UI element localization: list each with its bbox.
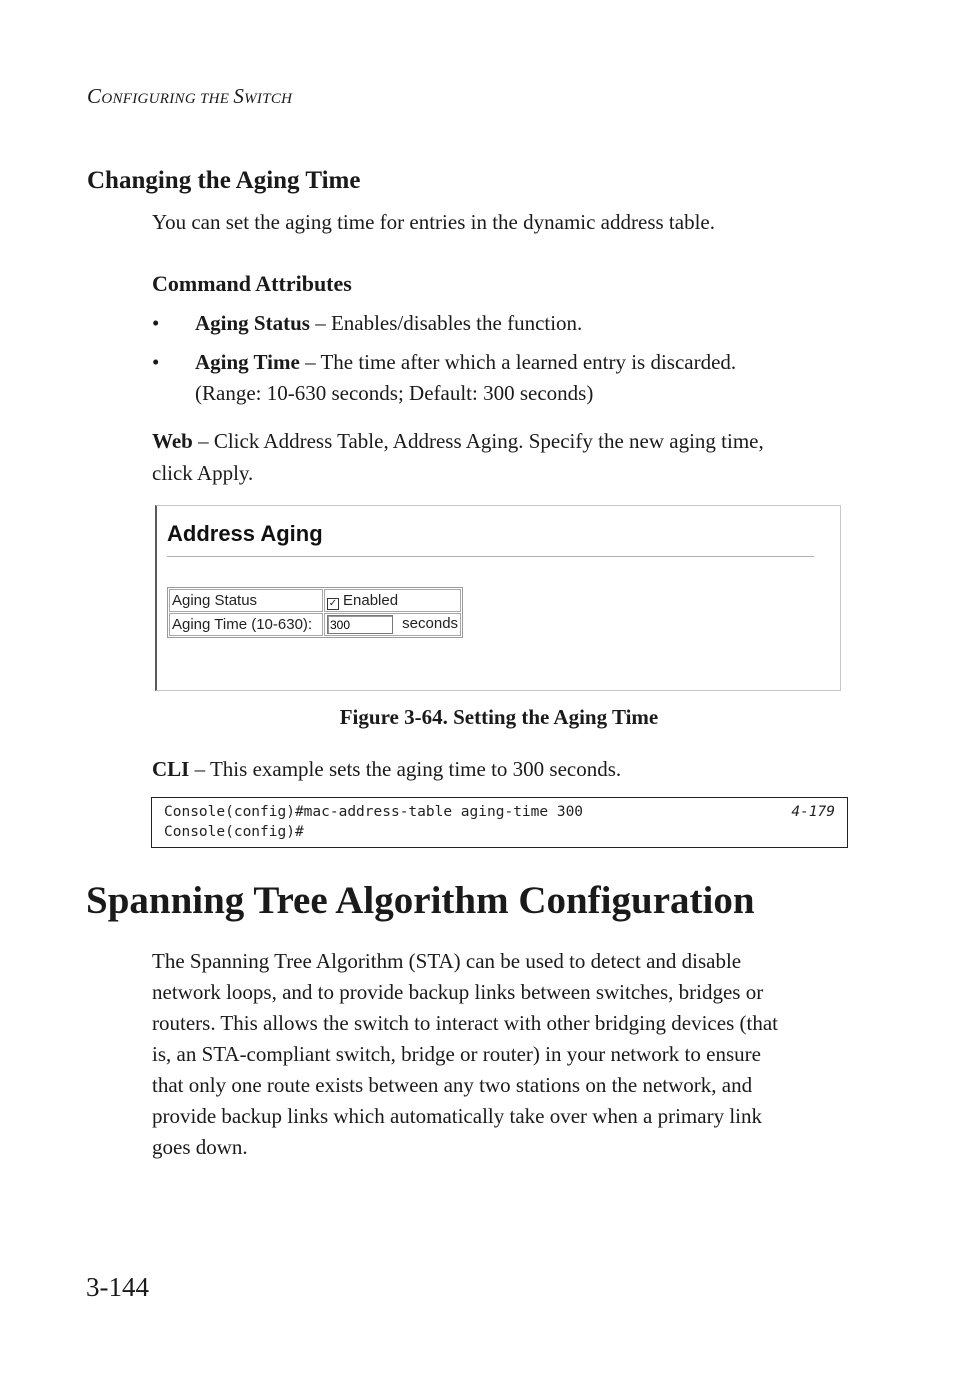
aging-status-cell: [324, 589, 461, 612]
attribute-aging-time: [195, 347, 736, 378]
command-attributes-heading: Command Attributes: [152, 271, 352, 296]
cli-description: CLI – This example sets the aging time to 300 seconds.: [152, 757, 622, 781]
attribute-term: Aging Time: [195, 350, 300, 374]
cli-code-block: [151, 797, 848, 848]
web-instructions: Web – Click Address Table, Address Aging. Specify the new aging time,: [152, 429, 764, 453]
aging-status-checkbox[interactable]: ✓: [328, 597, 338, 609]
table-row: [169, 613, 461, 636]
spanning-paragraph: [152, 946, 778, 1163]
web-label: Web: [152, 429, 193, 453]
aging-settings-table: [167, 587, 463, 638]
bullet-marker: •: [152, 311, 160, 335]
cli-label: CLI: [152, 757, 190, 781]
running-header: CONFIGURING THE SWITCH: [87, 84, 293, 108]
code-line: Console(config)#: [164, 824, 304, 840]
attribute-aging-status: [195, 308, 582, 339]
paragraph-line: network loops, and to provide backup links between switches, bridges or: [152, 980, 764, 1004]
aging-time-input[interactable]: [327, 615, 393, 634]
section-title: Changing the Aging Time: [87, 167, 361, 194]
table-row: [169, 589, 461, 612]
figure-caption: Figure 3-64. Setting the Aging Time: [339, 705, 659, 729]
aging-time-cell: [324, 613, 461, 636]
checkbox-label: Enabled: [343, 591, 399, 609]
command-reference: 4-179: [791, 804, 835, 820]
code-line: Console(config)#mac-address-table aging-time 300: [164, 804, 584, 820]
paragraph-line: is, an STA-compliant switch, bridge or router) in your network to ensure: [152, 1042, 761, 1066]
attribute-term: Aging Status: [195, 311, 310, 335]
unit-label: seconds: [402, 615, 459, 633]
paragraph-line: The Spanning Tree Algorithm (STA) can be used to detect and disable: [152, 949, 742, 973]
paragraph-line: goes down.: [152, 1135, 248, 1159]
bullet-marker: •: [152, 350, 160, 374]
page-number: 3-144: [86, 1272, 149, 1302]
ui-page-title: Address Aging: [167, 521, 323, 546]
section-intro: You can set the aging time for entries in the dynamic address table.: [152, 210, 715, 234]
aging-time-label: Aging Time (10-630):: [169, 613, 323, 636]
web-instructions-cont: click Apply.: [152, 461, 254, 485]
aging-status-label: Aging Status: [169, 589, 323, 612]
attribute-desc: – Enables/disables the function.: [309, 311, 583, 335]
paragraph-line: that only one route exists between any two stations on the network, and: [152, 1073, 753, 1097]
attribute-aging-time-range: (Range: 10-630 seconds; Default: 300 seconds): [195, 381, 594, 405]
ui-title-divider: [167, 556, 814, 557]
attribute-desc: – The time after which a learned entry is discarded.: [299, 350, 737, 374]
paragraph-line: routers. This allows the switch to interact with other bridging devices (that: [152, 1011, 778, 1035]
paragraph-line: provide backup links which automatically take over when a primary link: [152, 1104, 762, 1128]
chapter-section-title: Spanning Tree Algorithm Configuration: [86, 879, 755, 922]
